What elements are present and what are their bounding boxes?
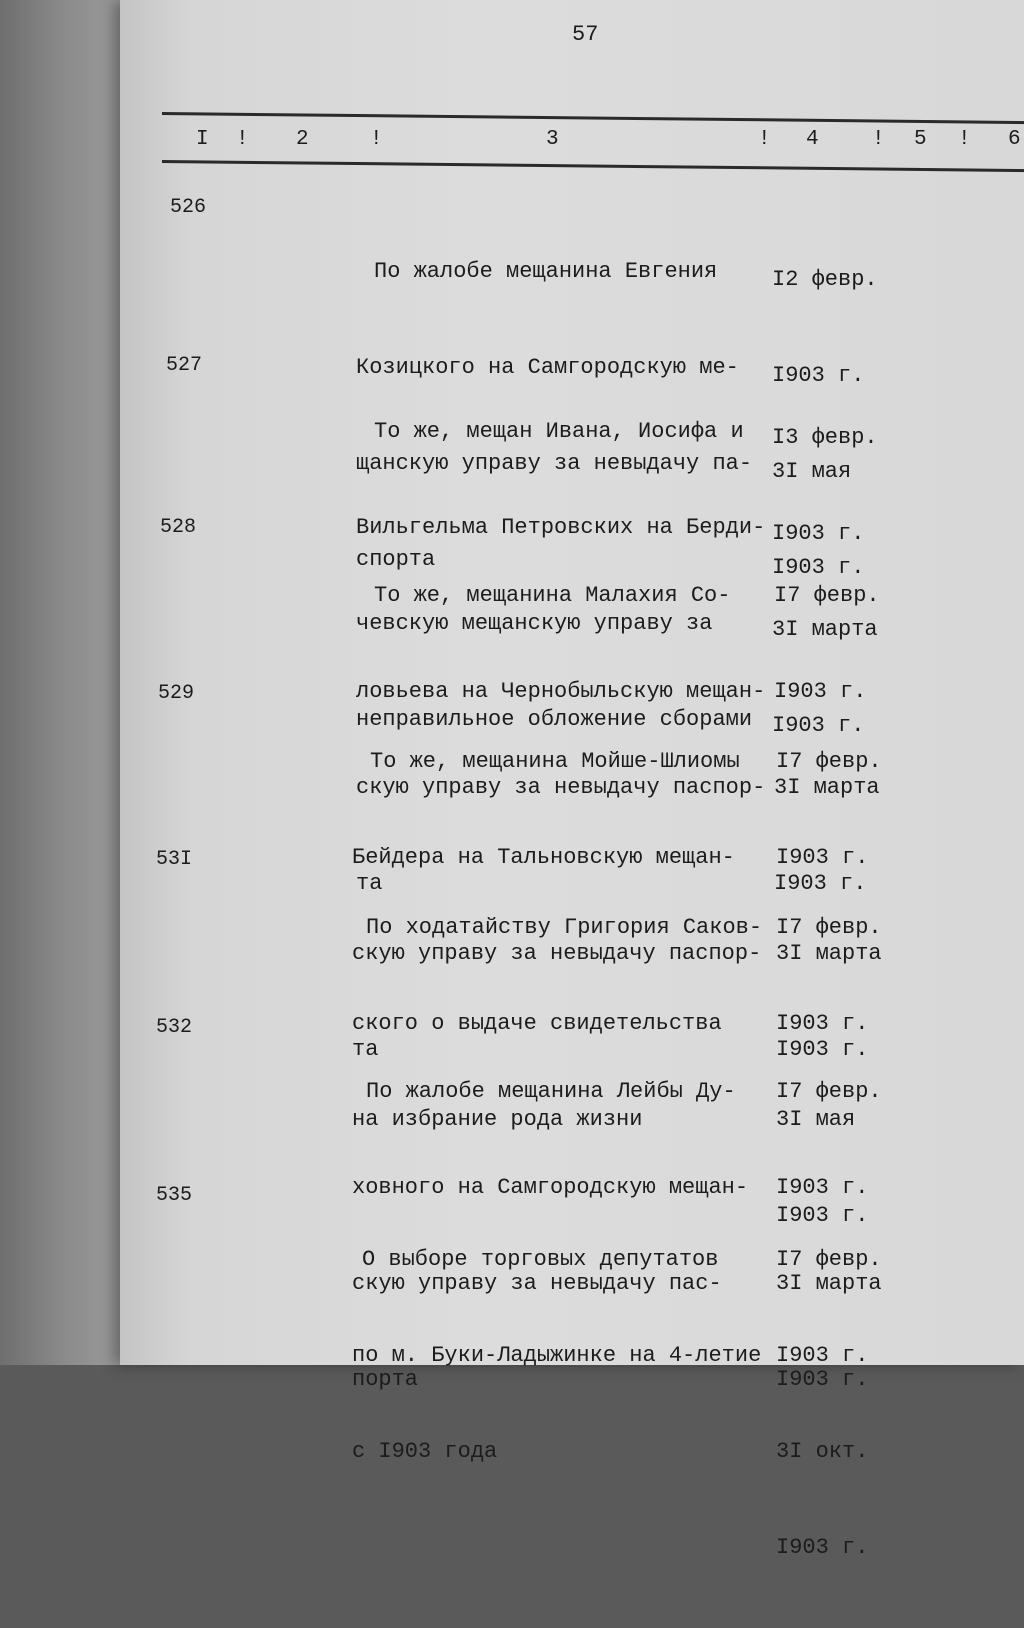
record-number: 526 — [170, 196, 207, 219]
column-separator: ! — [370, 128, 384, 151]
description-line: на избрание рода жизни — [352, 1107, 643, 1132]
description-line: спорта — [356, 547, 436, 572]
description-line: ховного на Самгородскую мещан- — [352, 1175, 749, 1200]
date-line: I903 г. — [776, 1343, 869, 1368]
date-line: I7 февр. — [776, 1079, 882, 1104]
column-header-2: 2 — [296, 128, 310, 151]
date-line: I7 февр. — [776, 749, 882, 774]
date-line: I903 г. — [776, 1175, 869, 1200]
date-line: I7 февр. — [776, 915, 882, 940]
date-line: I903 г. — [776, 1037, 869, 1062]
record-description — [352, 1180, 761, 1532]
description-line: скую управу за невыдачу пас- — [352, 1271, 722, 1296]
date-line: I903 г. — [776, 1011, 869, 1036]
description-line: ловьева на Чернобыльскую мещан- — [356, 679, 766, 704]
date-line: 3I марта — [772, 617, 878, 642]
date-line: I2 февр. — [772, 267, 878, 292]
description-line: по м. Буки-Ладыжинке на 4-летие — [352, 1343, 762, 1368]
description-line: скую управу за невыдачу паспор- — [352, 941, 762, 966]
date-line: I903 г. — [772, 555, 865, 580]
date-line: 3I марта — [774, 775, 880, 800]
description-line: скую управу за невыдачу паспор- — [356, 775, 766, 800]
date-line: I903 г. — [776, 1203, 869, 1228]
record-number: 53I — [156, 848, 193, 871]
description-line: Вильгельма Петровских на Берди- — [356, 515, 766, 540]
description-line: с I903 года — [352, 1439, 498, 1464]
date-line: I903 г. — [776, 1535, 869, 1560]
description-line: щанскую управу за невыдачу па- — [356, 451, 753, 476]
record-number: 535 — [156, 1184, 193, 1207]
description-line: та — [356, 871, 383, 896]
date-line: I903 г. — [774, 871, 867, 896]
record-number: 528 — [160, 516, 197, 539]
record-number: 532 — [156, 1016, 193, 1039]
date-line: I7 февр. — [776, 1247, 882, 1272]
column-header-3: 3 — [546, 128, 560, 151]
description-line: По жалобе мещанина Лейбы Ду- — [366, 1079, 736, 1104]
column-header-4: 4 — [806, 128, 820, 151]
date-line: 3I окт. — [776, 1439, 869, 1464]
record-number: 529 — [158, 682, 195, 705]
column-separator: ! — [236, 128, 250, 151]
date-line: I903 г. — [772, 363, 865, 388]
record-number: 527 — [166, 354, 203, 377]
description-line: По ходатайству Григория Саков- — [366, 915, 763, 940]
description-line: та — [352, 1037, 379, 1062]
date-line: I3 февр. — [772, 425, 878, 450]
description-line: То же, мещанина Малахия Со- — [374, 583, 731, 608]
date-line: I903 г. — [772, 713, 865, 738]
column-separator: ! — [758, 128, 772, 151]
date-line: 3I марта — [776, 1271, 882, 1296]
description-line: О выборе торговых депутатов — [362, 1247, 719, 1272]
description-line: По жалобе мещанина Евгения — [374, 259, 718, 284]
description-line: То же, мещанина Мойше-Шлиомы — [370, 749, 740, 774]
date-line: I903 г. — [774, 679, 867, 704]
date-line: 3I мая — [776, 1107, 856, 1132]
date-line: I903 г. — [772, 521, 865, 546]
description-line: чевскую мещанскую управу за — [356, 611, 713, 636]
description-line: неправильное обложение сборами — [356, 707, 753, 732]
date-line: 3I марта — [776, 941, 882, 966]
column-header-5: 5 — [914, 128, 928, 151]
page-number: 57 — [572, 22, 599, 47]
description-line: порта — [352, 1367, 419, 1392]
column-header-6: 6 — [1008, 128, 1022, 151]
description-line: То же, мещан Ивана, Иосифа и — [374, 419, 744, 444]
column-header-1: I — [196, 128, 210, 151]
description-line: Бейдера на Тальновскую мещан- — [352, 845, 735, 870]
date-line: 3I мая — [772, 459, 852, 484]
date-line: I903 г. — [776, 845, 869, 870]
date-line: I903 г. — [776, 1367, 869, 1392]
column-separator: ! — [958, 128, 972, 151]
description-line: ского о выдаче свидетельства — [352, 1011, 722, 1036]
date-line: I7 февр. — [774, 583, 880, 608]
record-dates — [776, 1180, 882, 1628]
column-separator: ! — [872, 128, 886, 151]
description-line: Козицкого на Самгородскую ме- — [356, 355, 739, 380]
